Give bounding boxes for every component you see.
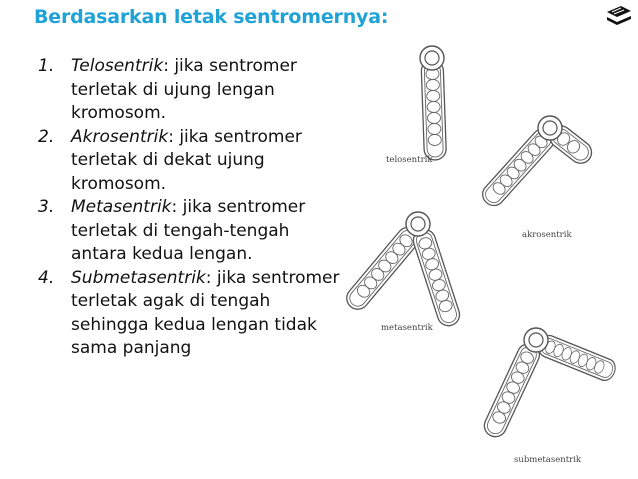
slide-title: Berdasarkan letak sentromernya: xyxy=(34,6,389,28)
item-term: Metasentrik xyxy=(71,197,172,217)
label-submetasentrik: submetasentrik xyxy=(514,455,582,465)
label-metasentrik: metasentrik xyxy=(381,323,433,333)
item-term: Telosentrik xyxy=(71,56,164,76)
item-number: 3. xyxy=(38,197,55,217)
telosentrik-chromosome xyxy=(420,46,446,160)
item-description: : jika sentromer terletak di dekat ujung kromosom. xyxy=(71,126,302,194)
submetasentrik-chromosome xyxy=(481,328,619,440)
item-description: : jika sentromer terletak agak di tengah sehingga kedua lengan tidak sama panjang xyxy=(71,267,340,358)
label-akrosentrik: akrosentrik xyxy=(522,230,572,240)
item-term: Submetasentrik xyxy=(71,267,206,288)
akrosentrik-chromosome xyxy=(478,116,596,210)
item-description: : jika sentromer terletak di ujung lengan kromosom. xyxy=(71,56,297,123)
item-term: Akrosentrik xyxy=(71,126,169,147)
item-number: 1. xyxy=(38,56,55,76)
item-number: 2. xyxy=(38,126,55,147)
item-number: 4. xyxy=(38,267,55,288)
metasentrik-chromosome xyxy=(342,212,462,329)
label-telosentrik: telosentrik xyxy=(386,155,433,165)
item-description: : jika sentromer terletak di tengah-tengah antara kedua lengan. xyxy=(71,197,306,264)
